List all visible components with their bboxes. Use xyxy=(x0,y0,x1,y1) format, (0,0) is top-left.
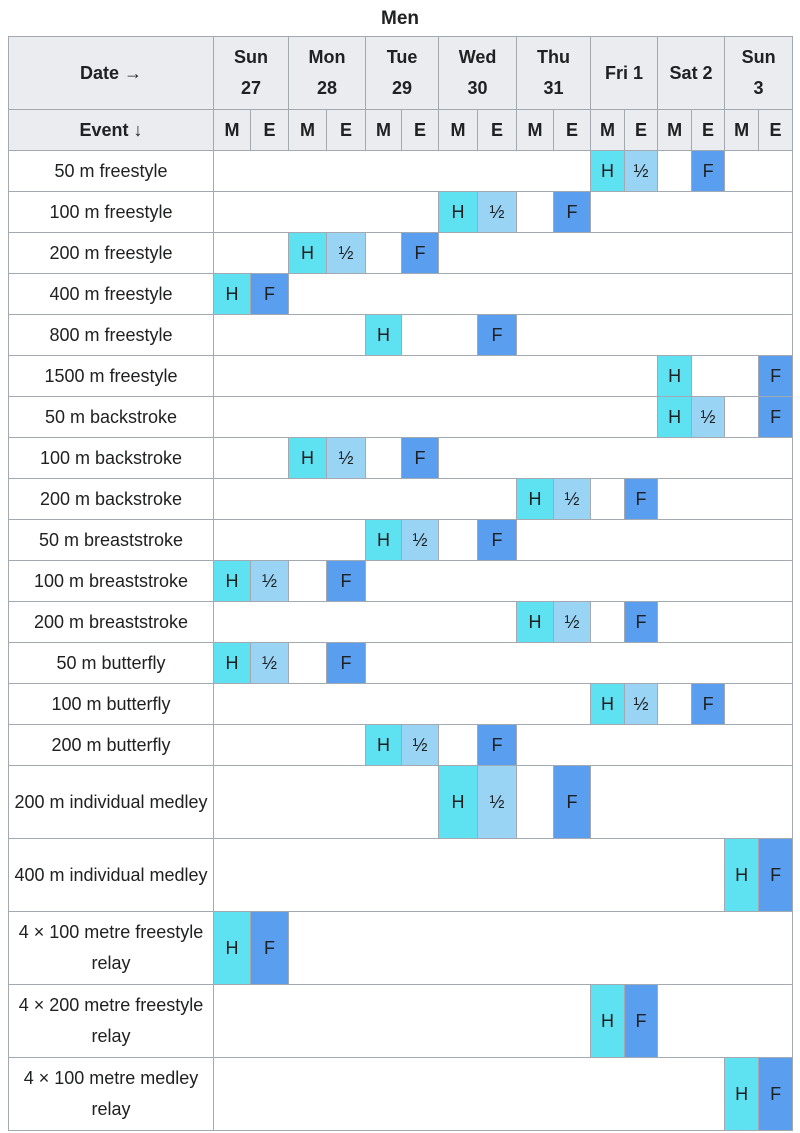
empty-cell xyxy=(439,520,478,561)
session-morning-header: M xyxy=(725,110,759,151)
heats-cell: H xyxy=(366,315,402,356)
empty-cell xyxy=(591,766,793,839)
event-name: 200 m breaststroke xyxy=(9,602,214,643)
empty-cell xyxy=(214,397,658,438)
semifinal-cell: ½ xyxy=(554,602,591,643)
table-row xyxy=(9,766,793,839)
empty-cell xyxy=(214,233,289,274)
table-row xyxy=(9,438,793,479)
day-label: Sun xyxy=(234,47,268,67)
empty-cell xyxy=(289,643,327,684)
semifinal-cell: ½ xyxy=(554,479,591,520)
empty-cell xyxy=(692,356,759,397)
day-header xyxy=(517,37,591,110)
empty-cell xyxy=(366,233,402,274)
table-row xyxy=(9,233,793,274)
heats-cell: H xyxy=(591,684,625,725)
event-name: 800 m freestyle xyxy=(9,315,214,356)
final-cell: F xyxy=(692,684,725,725)
empty-cell xyxy=(214,1058,725,1131)
heats-cell: H xyxy=(214,912,251,985)
table-row xyxy=(9,151,793,192)
heats-cell: H xyxy=(725,839,759,912)
event-name: 400 m freestyle xyxy=(9,274,214,315)
semifinal-cell: ½ xyxy=(251,561,289,602)
final-cell: F xyxy=(402,233,439,274)
event-header: Event ↓ xyxy=(9,110,214,151)
semifinal-cell: ½ xyxy=(478,192,517,233)
event-name: 4 × 100 metre medley relay xyxy=(9,1058,214,1131)
table-row xyxy=(9,839,793,912)
empty-cell xyxy=(591,192,793,233)
empty-cell xyxy=(725,151,793,192)
final-cell: F xyxy=(625,479,658,520)
table-row xyxy=(9,643,793,684)
day-label: Tue xyxy=(386,47,418,67)
session-evening-header: E xyxy=(478,110,517,151)
final-cell: F xyxy=(759,356,793,397)
final-cell: F xyxy=(759,1058,793,1131)
empty-cell xyxy=(439,438,793,479)
table-row xyxy=(9,725,793,766)
event-name: 4 × 100 metre freestyle relay xyxy=(9,912,214,985)
session-evening-header: E xyxy=(692,110,725,151)
table-row xyxy=(9,912,793,985)
day-number: 30 xyxy=(467,78,488,98)
empty-cell xyxy=(658,479,793,520)
event-name: 50 m freestyle xyxy=(9,151,214,192)
event-name: 400 m individual medley xyxy=(9,839,214,912)
final-cell: F xyxy=(625,602,658,643)
session-morning-header: M xyxy=(289,110,327,151)
event-name: 100 m freestyle xyxy=(9,192,214,233)
final-cell: F xyxy=(692,151,725,192)
day-label: Wed xyxy=(458,47,497,67)
table-row xyxy=(9,274,793,315)
event-name: 50 m breaststroke xyxy=(9,520,214,561)
final-cell: F xyxy=(554,192,591,233)
event-name: 200 m individual medley xyxy=(9,766,214,839)
empty-cell xyxy=(725,397,759,438)
table-row xyxy=(9,192,793,233)
final-cell: F xyxy=(759,839,793,912)
day-header xyxy=(214,37,289,110)
day-header xyxy=(439,37,517,110)
final-cell: F xyxy=(251,274,289,315)
header-row-dates xyxy=(9,37,793,110)
semifinal-cell: ½ xyxy=(251,643,289,684)
event-name: 50 m backstroke xyxy=(9,397,214,438)
final-cell: F xyxy=(402,438,439,479)
final-cell: F xyxy=(478,315,517,356)
empty-cell xyxy=(289,274,793,315)
table-row xyxy=(9,561,793,602)
day-label: Sat 2 xyxy=(669,62,713,83)
empty-cell xyxy=(214,151,591,192)
empty-cell xyxy=(214,479,517,520)
heats-cell: H xyxy=(517,479,554,520)
day-number: 31 xyxy=(543,78,564,98)
empty-cell xyxy=(214,766,439,839)
empty-cell xyxy=(214,192,439,233)
semifinal-cell: ½ xyxy=(327,233,366,274)
empty-cell xyxy=(591,479,625,520)
table-row xyxy=(9,356,793,397)
heats-cell: H xyxy=(289,438,327,479)
day-number: 3 xyxy=(753,78,764,98)
event-name: 200 m butterfly xyxy=(9,725,214,766)
table-row xyxy=(9,985,793,1058)
heats-cell: H xyxy=(517,602,554,643)
table-row xyxy=(9,1058,793,1131)
date-header: Date → xyxy=(9,37,214,110)
session-evening-header: E xyxy=(402,110,439,151)
day-number: 29 xyxy=(392,78,413,98)
empty-cell xyxy=(214,985,591,1058)
empty-cell xyxy=(591,602,625,643)
day-number: 28 xyxy=(316,78,338,98)
empty-cell xyxy=(658,602,793,643)
heats-cell: H xyxy=(366,725,402,766)
semifinal-cell: ½ xyxy=(327,438,366,479)
event-name: 100 m backstroke xyxy=(9,438,214,479)
semifinal-cell: ½ xyxy=(692,397,725,438)
final-cell: F xyxy=(759,397,793,438)
heats-cell: H xyxy=(214,561,251,602)
day-header xyxy=(289,37,366,110)
semifinal-cell: ½ xyxy=(625,151,658,192)
schedule-table xyxy=(8,36,793,1131)
event-name: 1500 m freestyle xyxy=(9,356,214,397)
session-evening-header: E xyxy=(625,110,658,151)
empty-cell xyxy=(517,725,793,766)
empty-cell xyxy=(517,192,554,233)
empty-cell xyxy=(658,151,692,192)
session-morning-header: M xyxy=(658,110,692,151)
day-header xyxy=(658,37,725,110)
table-row xyxy=(9,684,793,725)
empty-cell xyxy=(366,643,793,684)
final-cell: F xyxy=(327,561,366,602)
day-label: Sun xyxy=(741,47,776,67)
empty-cell xyxy=(517,520,793,561)
heats-cell: H xyxy=(214,643,251,684)
final-cell: F xyxy=(478,520,517,561)
session-morning-header: M xyxy=(439,110,478,151)
final-cell: F xyxy=(625,985,658,1058)
session-evening-header: E xyxy=(251,110,289,151)
empty-cell xyxy=(366,561,793,602)
empty-cell xyxy=(439,725,478,766)
empty-cell xyxy=(214,602,517,643)
empty-cell xyxy=(658,684,692,725)
heats-cell: H xyxy=(439,192,478,233)
session-evening-header: E xyxy=(554,110,591,151)
empty-cell xyxy=(214,315,366,356)
empty-cell xyxy=(439,233,793,274)
table-row xyxy=(9,479,793,520)
empty-cell xyxy=(402,315,478,356)
empty-cell xyxy=(214,684,591,725)
empty-cell xyxy=(214,839,725,912)
day-label: Fri 1 xyxy=(605,62,644,83)
session-evening-header: E xyxy=(759,110,793,151)
session-morning-header: M xyxy=(517,110,554,151)
heats-cell: H xyxy=(658,356,692,397)
semifinal-cell: ½ xyxy=(402,725,439,766)
heats-cell: H xyxy=(591,985,625,1058)
event-name: 50 m butterfly xyxy=(9,643,214,684)
empty-cell xyxy=(214,356,658,397)
event-name: 100 m breaststroke xyxy=(9,561,214,602)
day-header xyxy=(591,37,658,110)
semifinal-cell: ½ xyxy=(478,766,517,839)
table-caption: Men xyxy=(381,8,419,29)
day-label: Mon xyxy=(308,47,346,67)
empty-cell xyxy=(289,912,793,985)
final-cell: F xyxy=(327,643,366,684)
day-number: 27 xyxy=(240,78,262,98)
empty-cell xyxy=(517,766,554,839)
heats-cell: H xyxy=(289,233,327,274)
table-row xyxy=(9,315,793,356)
event-name: 100 m butterfly xyxy=(9,684,214,725)
day-header xyxy=(366,37,439,110)
empty-cell xyxy=(366,438,402,479)
table-row xyxy=(9,602,793,643)
event-name: 200 m freestyle xyxy=(9,233,214,274)
empty-cell xyxy=(725,684,793,725)
semifinal-cell: ½ xyxy=(402,520,439,561)
final-cell: F xyxy=(478,725,517,766)
session-evening-header: E xyxy=(327,110,366,151)
heats-cell: H xyxy=(725,1058,759,1131)
heats-cell: H xyxy=(214,274,251,315)
semifinal-cell: ½ xyxy=(625,684,658,725)
final-cell: F xyxy=(554,766,591,839)
event-name: 200 m backstroke xyxy=(9,479,214,520)
heats-cell: H xyxy=(591,151,625,192)
empty-cell xyxy=(658,985,793,1058)
session-morning-header: M xyxy=(214,110,251,151)
session-morning-header: M xyxy=(366,110,402,151)
day-label: Thu xyxy=(537,47,571,67)
empty-cell xyxy=(214,725,366,766)
header-row-sessions xyxy=(9,110,793,151)
empty-cell xyxy=(289,561,327,602)
final-cell: F xyxy=(251,912,289,985)
heats-cell: H xyxy=(366,520,402,561)
table-row xyxy=(9,397,793,438)
event-name: 4 × 200 metre freestyle relay xyxy=(9,985,214,1058)
heats-cell: H xyxy=(658,397,692,438)
day-header xyxy=(725,37,793,110)
empty-cell xyxy=(214,438,289,479)
empty-cell xyxy=(517,315,793,356)
session-morning-header: M xyxy=(591,110,625,151)
table-row xyxy=(9,520,793,561)
empty-cell xyxy=(214,520,366,561)
heats-cell: H xyxy=(439,766,478,839)
